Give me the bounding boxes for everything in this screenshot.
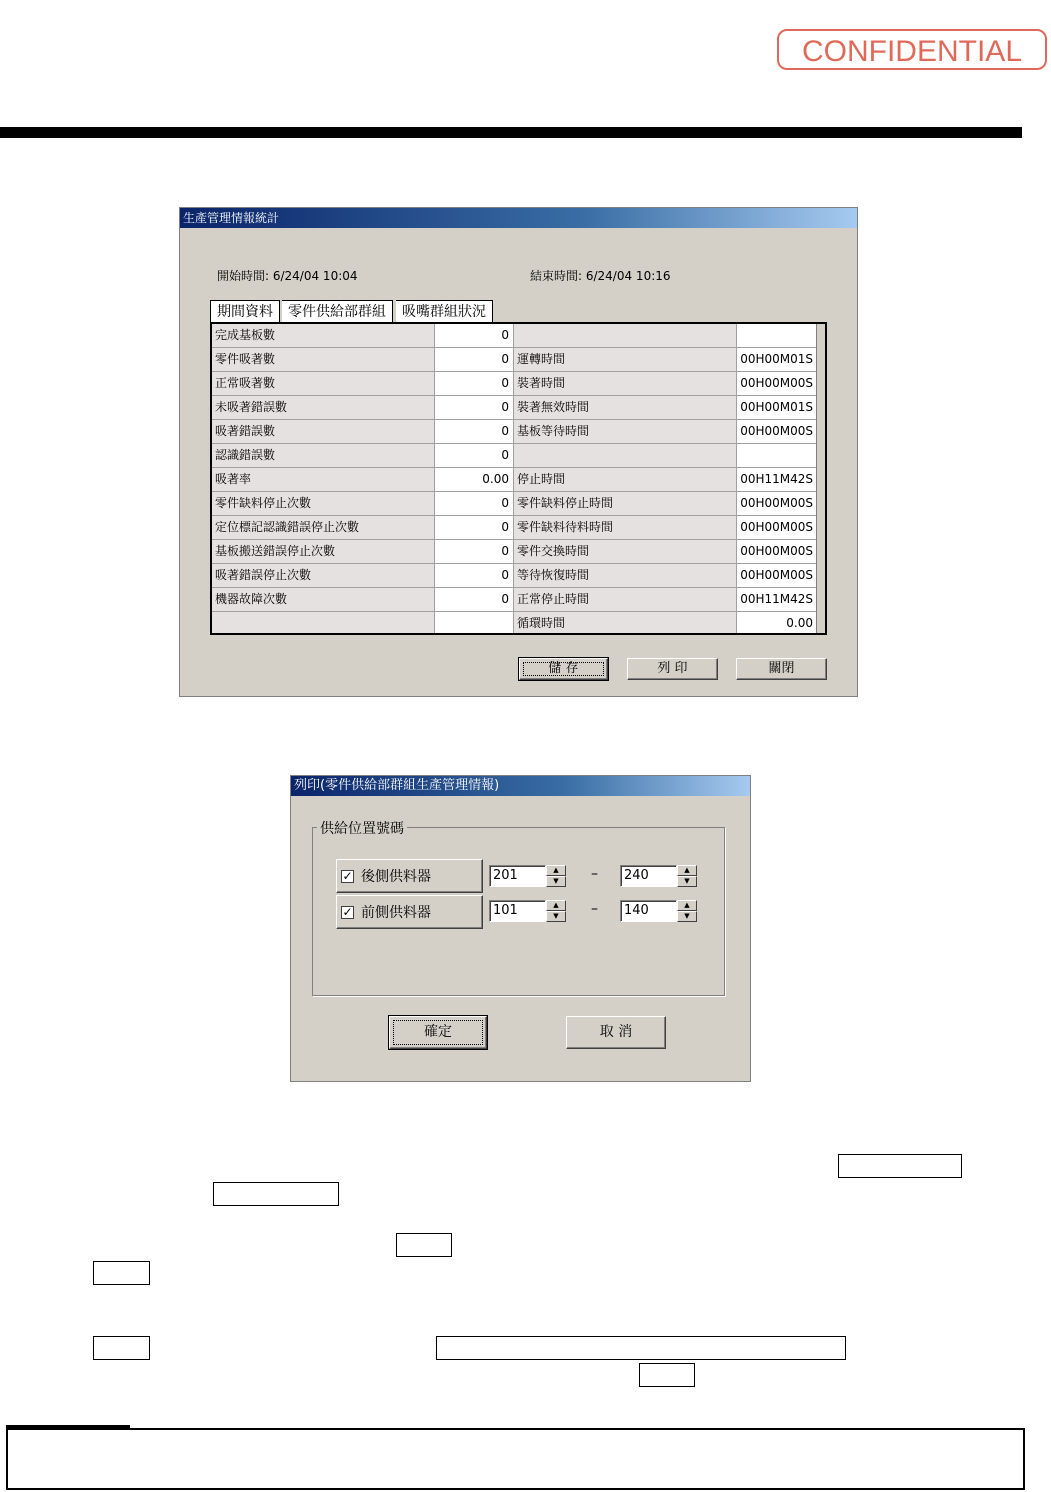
spin-up-icon[interactable]: ▲ [546,900,566,911]
range-dash: – [591,866,598,882]
time-label [514,324,737,347]
stat-value: 0 [435,540,514,563]
end-time: 結束時間: 6/24/04 10:16 [530,269,671,283]
stat-label: 正常吸著數 [212,372,435,395]
time-value: 00H00M00S [737,540,817,563]
text-highlight-box [838,1154,962,1178]
footer-frame [6,1428,1025,1490]
stat-label [212,612,435,635]
stat-value: 0 [435,444,514,467]
rear-to-spinner[interactable] [620,865,698,887]
text-highlight-box [639,1363,695,1387]
table-row [212,492,817,516]
spin-up-icon[interactable]: ▲ [677,900,697,911]
stat-label: 吸著錯誤停止次數 [212,564,435,587]
time-value: 00H00M00S [737,492,817,515]
stat-value: 0 [435,372,514,395]
table-row [212,324,817,348]
stat-label: 吸著錯誤數 [212,420,435,443]
rear-from-input[interactable]: 201 [489,865,546,887]
print-button[interactable]: 列 印 [627,658,718,680]
time-value [737,444,817,467]
text-highlight-box [93,1336,150,1360]
stat-label: 認識錯誤數 [212,444,435,467]
grid-scrollbar[interactable] [816,324,825,633]
table-row [212,444,817,468]
time-label: 零件缺料待料時間 [514,516,737,539]
stat-value: 0 [435,588,514,611]
spin-up-icon[interactable]: ▲ [677,865,697,876]
stat-value: 0 [435,564,514,587]
time-value: 00H00M00S [737,564,817,587]
time-label: 運轉時間 [514,348,737,371]
table-row [212,468,817,492]
time-label: 停止時間 [514,468,737,491]
time-value: 0.00 [737,612,817,635]
table-row [212,516,817,540]
front-feeder-toggle[interactable] [336,895,483,929]
text-highlight-box [213,1182,339,1206]
stat-label: 未吸著錯誤數 [212,396,435,419]
window-titlebar: 生產管理情報統計 [180,208,857,228]
stat-label: 零件吸著數 [212,348,435,371]
spin-down-icon[interactable]: ▼ [677,876,697,887]
time-value: 00H00M01S [737,348,817,371]
dialog-titlebar: 列印(零件供給部群組生產管理情報) [291,776,750,796]
stat-label: 機器故障次數 [212,588,435,611]
tab-period-data[interactable]: 期間資料 [210,300,280,322]
rear-feeder-checkbox[interactable]: ✓ [342,869,353,883]
ok-button[interactable]: 確定 [389,1016,487,1049]
time-label [514,444,737,467]
table-row [212,372,817,396]
text-highlight-box [396,1233,452,1257]
time-value [737,324,817,347]
table-row [212,564,817,588]
production-stats-window [179,207,858,697]
time-value: 00H00M01S [737,396,817,419]
table-row [212,348,817,372]
time-label: 零件交換時間 [514,540,737,563]
spin-down-icon[interactable]: ▼ [546,876,566,887]
time-value: 00H11M42S [737,588,817,611]
front-from-spinner[interactable] [489,900,567,922]
stat-value: 0 [435,348,514,371]
time-label: 循環時間 [514,612,737,635]
save-button[interactable]: 儲 存 [519,658,608,680]
tab-nozzle-group[interactable]: 吸嘴群組狀況 [396,300,493,322]
front-from-input[interactable]: 101 [489,900,546,922]
front-to-input[interactable]: 140 [620,900,677,922]
time-value: 00H11M42S [737,468,817,491]
confidential-stamp: CONFIDENTIAL [777,29,1047,70]
time-label: 裝著時間 [514,372,737,395]
time-label: 基板等待時間 [514,420,737,443]
close-button[interactable]: 關閉 [736,658,827,680]
stat-label: 基板搬送錯誤停止次數 [212,540,435,563]
time-value: 00H00M00S [737,372,817,395]
stat-value: 0.00 [435,468,514,491]
rear-feeder-label: 後側供料器 [361,869,431,885]
time-value: 00H00M00S [737,420,817,443]
group-label: 供給位置號碼 [317,818,407,838]
front-feeder-checkbox[interactable]: ✓ [342,905,353,919]
stat-value: 0 [435,516,514,539]
time-label: 等待恢復時間 [514,564,737,587]
print-dialog [290,775,751,1082]
stat-value: 0 [435,420,514,443]
rear-from-spinner[interactable] [489,865,567,887]
table-row [212,420,817,444]
text-highlight-box [436,1336,846,1360]
time-label: 零件缺料停止時間 [514,492,737,515]
stat-value: 0 [435,396,514,419]
table-row [212,540,817,564]
table-row [212,588,817,612]
table-row [212,396,817,420]
cancel-button[interactable]: 取 消 [566,1016,666,1049]
tab-feeder-group[interactable]: 零件供給部群組 [282,300,393,322]
time-value: 00H00M00S [737,516,817,539]
header-rule [0,127,1022,138]
rear-feeder-toggle[interactable] [336,859,483,893]
spin-down-icon[interactable]: ▼ [677,911,697,922]
text-highlight-box [93,1261,150,1285]
spin-up-icon[interactable]: ▲ [546,865,566,876]
time-label: 裝著無效時間 [514,396,737,419]
stat-value: 0 [435,324,514,347]
spin-down-icon[interactable]: ▼ [546,911,566,922]
front-to-spinner[interactable] [620,900,698,922]
stat-label: 定位標記認識錯誤停止次數 [212,516,435,539]
stat-value [435,612,514,635]
stats-grid [210,322,827,635]
start-time: 開始時間: 6/24/04 10:04 [217,269,358,283]
time-label: 正常停止時間 [514,588,737,611]
rear-to-input[interactable]: 240 [620,865,677,887]
range-dash: – [591,901,598,917]
stat-label: 零件缺料停止次數 [212,492,435,515]
stat-value: 0 [435,492,514,515]
stat-label: 完成基板數 [212,324,435,347]
table-row [212,612,817,635]
front-feeder-label: 前側供料器 [361,905,431,921]
stat-label: 吸著率 [212,468,435,491]
